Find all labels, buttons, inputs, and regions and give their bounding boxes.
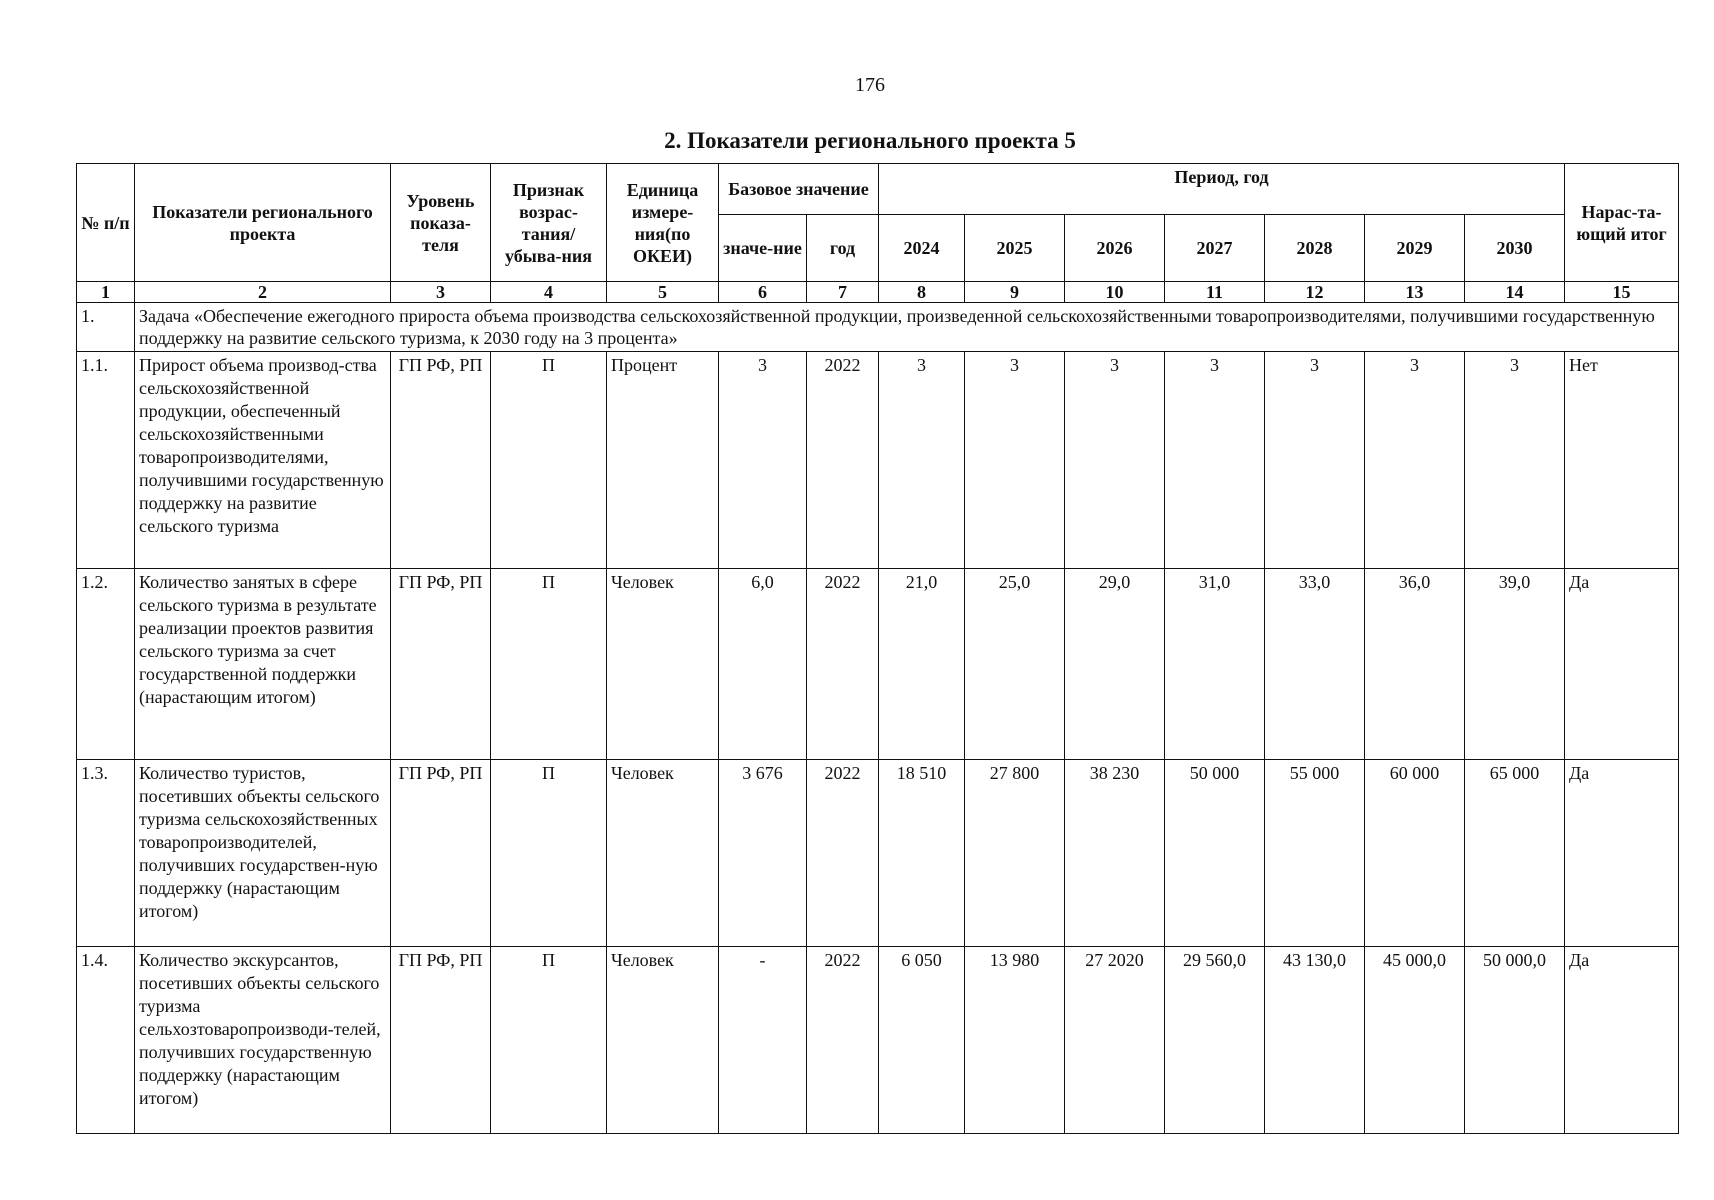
row-base-value: 6,0 [719,569,807,760]
row-value-2030: 50 000,0 [1465,947,1565,1134]
row-value-2030: 39,0 [1465,569,1565,760]
row-unit: Человек [607,760,719,947]
row-value-2027: 3 [1165,352,1265,569]
row-value-2026: 38 230 [1065,760,1165,947]
row-value-2028: 33,0 [1265,569,1365,760]
indicators-table [76,163,1679,1134]
column-number: 9 [965,282,1065,303]
row-value-2024: 6 050 [879,947,965,1134]
row-trend: П [491,569,607,760]
row-indicator: Количество туристов, посетивших объекты сельского туризма сельскохозяйственных товаропроизводителей, получивших государствен-ную поддержку (нарастающим итогом) [135,760,391,947]
row-base-year: 2022 [807,569,879,760]
row-value-2028: 55 000 [1265,760,1365,947]
table-row [77,760,1679,947]
row-indicator: Прирост объема производ-ства сельскохозяйственной продукции, обеспеченный сельскохозяйственными товаропроизводителями, получившими государственную поддержку на развитие сельского туризма [135,352,391,569]
header-year-2026: 2026 [1065,215,1165,282]
header-unit: Единица измере-ния(по ОКЕИ) [607,164,719,282]
row-trend: П [491,760,607,947]
column-number: 14 [1465,282,1565,303]
column-number: 8 [879,282,965,303]
row-base-value: 3 [719,352,807,569]
header-row-1 [77,164,1679,215]
column-number: 10 [1065,282,1165,303]
header-year-2028: 2028 [1265,215,1365,282]
row-value-2026: 29,0 [1065,569,1165,760]
column-number: 3 [391,282,491,303]
header-period: Период, год [879,164,1565,215]
task-text: Задача «Обеспечение ежегодного прироста объема производства сельскохозяйственной продукции, произведенной сельскохозяйственными товаропроизводителями, получившими государственную поддержку на развитие сельского туризма, к 2030 году на 3 процента» [135,303,1679,352]
row-level: ГП РФ, РП [391,760,491,947]
header-year-2024: 2024 [879,215,965,282]
task-num: 1. [77,303,135,352]
column-number: 4 [491,282,607,303]
row-trend: П [491,352,607,569]
row-value-2025: 13 980 [965,947,1065,1134]
row-value-2024: 18 510 [879,760,965,947]
header-year-2025: 2025 [965,215,1065,282]
table-row [77,569,1679,760]
row-value-2027: 50 000 [1165,760,1265,947]
row-value-2028: 43 130,0 [1265,947,1365,1134]
row-level: ГП РФ, РП [391,569,491,760]
header-year-2029: 2029 [1365,215,1465,282]
column-number-row [77,282,1679,303]
row-base-value: - [719,947,807,1134]
row-value-2027: 31,0 [1165,569,1265,760]
header-num: № п/п [77,164,135,282]
row-unit: Человек [607,947,719,1134]
row-value-2029: 36,0 [1365,569,1465,760]
header-base-year: год [807,215,879,282]
row-value-2025: 3 [965,352,1065,569]
row-trend: П [491,947,607,1134]
row-value-2028: 3 [1265,352,1365,569]
row-value-2026: 3 [1065,352,1165,569]
page-title: 2. Показатели регионального проекта 5 [664,128,1076,153]
table-row [77,947,1679,1134]
header-trend: Признак возрас-тания/ убыва-ния [491,164,607,282]
row-num: 1.3. [77,760,135,947]
row-cumulative: Нет [1565,352,1679,569]
row-unit: Человек [607,569,719,760]
row-cumulative: Да [1565,760,1679,947]
row-base-year: 2022 [807,947,879,1134]
row-base-year: 2022 [807,352,879,569]
column-number: 12 [1265,282,1365,303]
row-value-2026: 27 2020 [1065,947,1165,1134]
header-year-2030: 2030 [1465,215,1565,282]
row-value-2029: 3 [1365,352,1465,569]
row-level: ГП РФ, РП [391,352,491,569]
row-num: 1.4. [77,947,135,1134]
column-number: 6 [719,282,807,303]
column-number: 11 [1165,282,1265,303]
row-value-2030: 3 [1465,352,1565,569]
header-indicator: Показатели регионального проекта [135,164,391,282]
row-value-2029: 45 000,0 [1365,947,1465,1134]
column-number: 15 [1565,282,1679,303]
row-num: 1.2. [77,569,135,760]
column-number: 2 [135,282,391,303]
column-number: 7 [807,282,879,303]
row-indicator: Количество экскурсантов, посетивших объекты сельского туризма сельхозтоваропроизводи-телей, получивших государственную поддержку (нарастающим итогом) [135,947,391,1134]
header-base: Базовое значение [719,164,879,215]
row-level: ГП РФ, РП [391,947,491,1134]
column-number: 5 [607,282,719,303]
page-number: 176 [855,74,885,96]
row-value-2029: 60 000 [1365,760,1465,947]
table-row [77,352,1679,569]
header-year-2027: 2027 [1165,215,1265,282]
row-value-2024: 21,0 [879,569,965,760]
column-number: 13 [1365,282,1465,303]
row-indicator: Количество занятых в сфере сельского туризма в результате реализации проектов развития сельского туризма за счет государственной поддержки (нарастающим итогом) [135,569,391,760]
row-num: 1.1. [77,352,135,569]
task-row [77,303,1679,352]
header-cumulative: Нарас-та-ющий итог [1565,164,1679,282]
row-base-year: 2022 [807,760,879,947]
column-number: 1 [77,282,135,303]
row-cumulative: Да [1565,947,1679,1134]
row-value-2024: 3 [879,352,965,569]
row-unit: Процент [607,352,719,569]
header-level: Уровень показа-теля [391,164,491,282]
header-base-value: значе-ние [719,215,807,282]
row-value-2025: 27 800 [965,760,1065,947]
row-cumulative: Да [1565,569,1679,760]
row-value-2027: 29 560,0 [1165,947,1265,1134]
row-value-2030: 65 000 [1465,760,1565,947]
row-value-2025: 25,0 [965,569,1065,760]
row-base-value: 3 676 [719,760,807,947]
